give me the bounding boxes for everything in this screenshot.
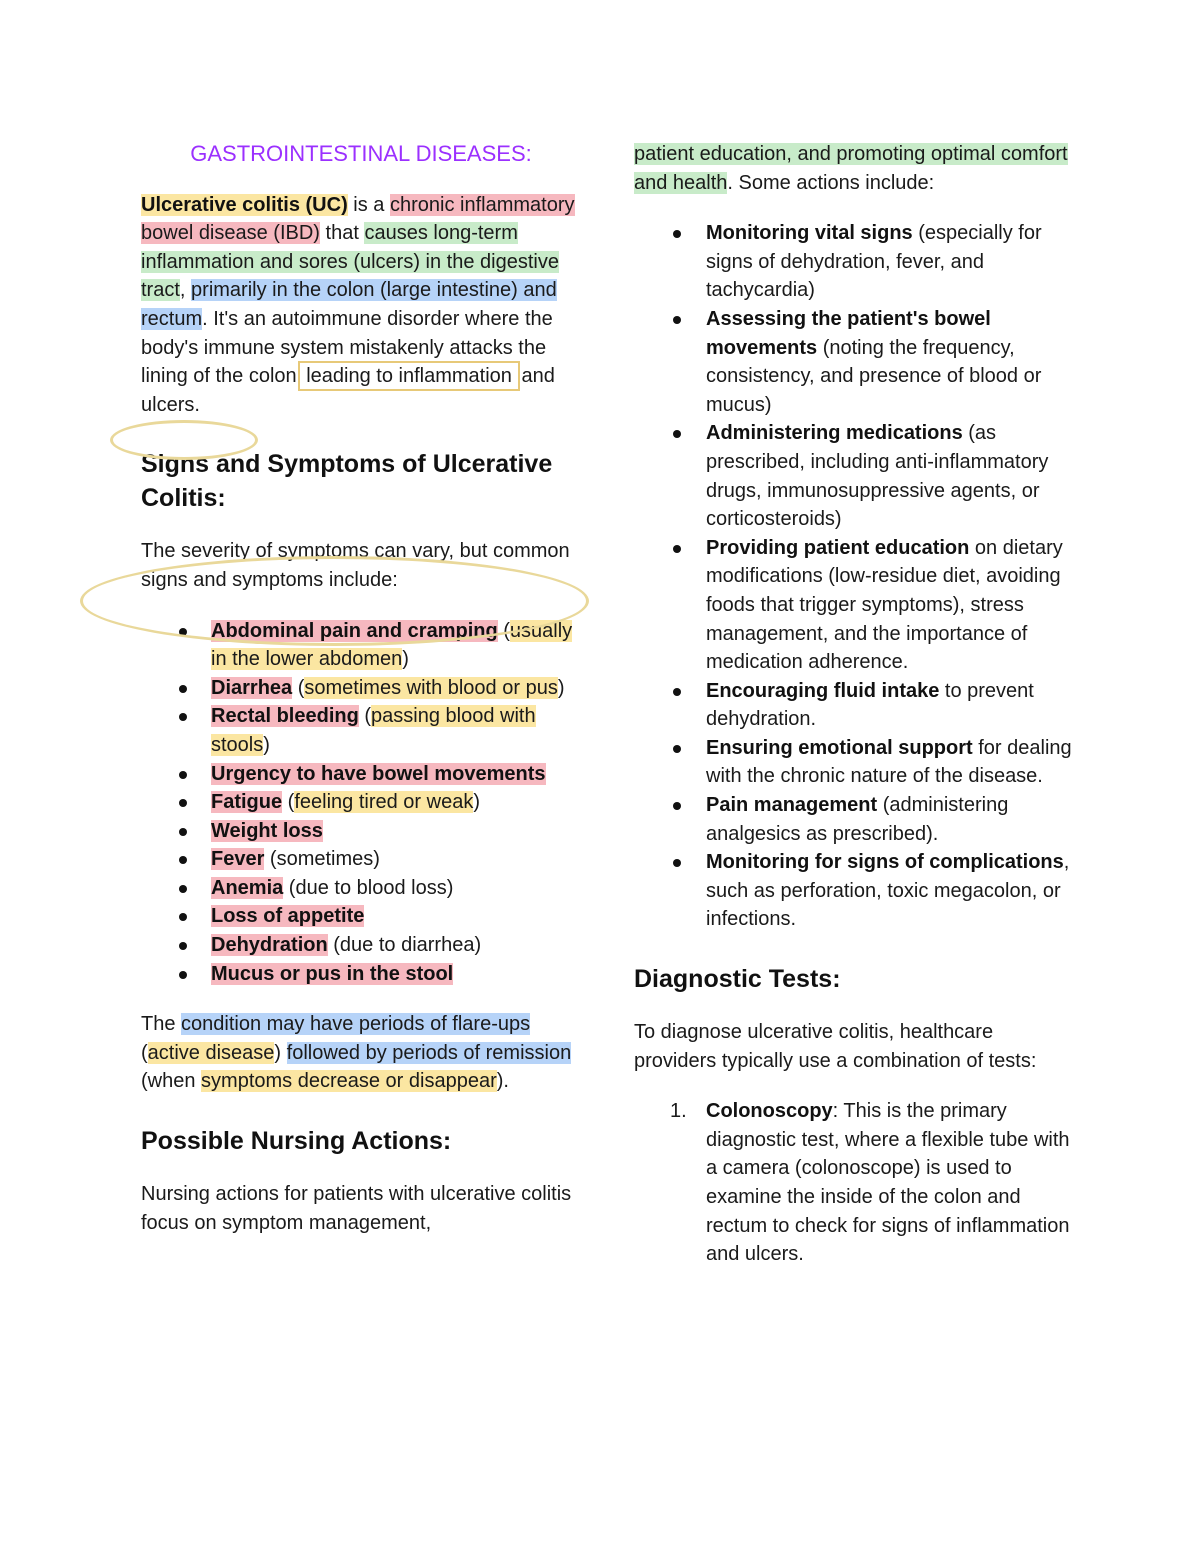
text-run: (administering analgesics as prescribed).	[706, 794, 1009, 845]
highlighted-text: sometimes with blood or pus	[304, 676, 558, 699]
text-run: (	[141, 1041, 148, 1064]
nursing-heading: Possible Nursing Actions:	[141, 1127, 452, 1156]
nursing-action-item	[634, 534, 1074, 677]
text-run: to prevent dehydration.	[706, 679, 1034, 731]
symptom-item	[141, 788, 581, 817]
bold-term: Ensuring emotional support	[706, 736, 973, 759]
bold-term: Providing patient education	[706, 536, 970, 559]
text-run: (noting the frequency, consistency, and presence of blood or mucus)	[706, 336, 1042, 416]
bold-term: Weight loss	[211, 819, 323, 842]
intro-paragraph	[141, 191, 581, 420]
text-run: (especially for signs of dehydration, fever, and tachycardia)	[706, 222, 1042, 302]
bold-term: Urgency to have bowel movements	[211, 762, 546, 785]
nursing-intro: Nursing actions for patients with ulcerative colitis focus on symptom management,	[141, 1183, 572, 1234]
condition-paragraph	[141, 1010, 581, 1096]
text-run: that	[319, 222, 365, 245]
text-run: )	[557, 676, 565, 699]
page-title: GASTROINTESTINAL DISEASES:	[190, 141, 532, 166]
symptom-item	[141, 960, 581, 989]
highlighted-text: feeling tired or weak	[294, 791, 474, 814]
nursing-action-list	[634, 219, 1074, 934]
text-run: . It's an autoimmune disorder where the body's immune system mistakenly attacks the lining of the colon	[141, 307, 553, 388]
boxed-text: leading to inflammation	[302, 365, 516, 387]
signs-heading: Signs and Symptoms of Ulcerative Colitis:	[141, 450, 553, 513]
highlighted-text: chronic inflammatory bowel disease (IBD)	[141, 193, 575, 245]
symptom-item	[141, 817, 581, 846]
text-run: )	[402, 648, 409, 671]
text-run: and ulcers.	[141, 365, 555, 416]
text-run: : This is the primary diagnostic test, where a flexible tube with a camera (colonoscope) is used to examine the inside of the colon and rectum to check for signs of inflammation and ulcers.	[706, 1100, 1070, 1266]
text-run: (due to blood loss)	[283, 876, 454, 899]
text-run: , such as perforation, toxic megacolon, or infections.	[706, 851, 1070, 931]
text-run: is a	[347, 193, 390, 216]
bold-term: Encouraging fluid intake	[706, 679, 940, 702]
symptom-item	[141, 845, 581, 874]
highlighted-text: active disease	[147, 1041, 275, 1064]
nursing-action-item	[634, 734, 1074, 791]
text-run: (sometimes)	[264, 848, 380, 871]
symptom-list	[141, 617, 581, 989]
bold-term: Ulcerative colitis (UC)	[141, 193, 348, 216]
bold-term: Fever	[211, 848, 265, 871]
bold-term: Assessing the patient's bowel movements	[706, 307, 991, 359]
nursing-intro-continued	[634, 140, 1074, 197]
bold-term: Rectal bleeding	[211, 705, 359, 728]
nursing-action-item	[634, 419, 1074, 533]
bold-term: Administering medications	[706, 422, 963, 445]
bold-term: Dehydration	[211, 934, 328, 957]
text-run: on dietary modifications (low-residue diet, avoiding foods that trigger symptoms), stress management, and the importance of medication adherence.	[706, 536, 1063, 674]
highlighted-text: causes long-term inflammation and sores (ulcers) in the digestive tract	[141, 222, 559, 302]
highlighted-text: condition may have periods of flare-ups	[181, 1013, 531, 1036]
highlighted-text: passing blood with stools	[211, 705, 536, 756]
text-run: )	[274, 1041, 287, 1064]
symptom-item	[141, 617, 581, 674]
symptom-item	[141, 674, 581, 703]
text-run: (due to diarrhea)	[327, 934, 482, 957]
highlighted-text: symptoms decrease or disappear	[201, 1070, 497, 1093]
symptom-item	[141, 931, 581, 960]
symptom-item	[141, 874, 581, 903]
highlighted-text: usually in the lower abdomen	[211, 619, 573, 671]
signs-intro: The severity of symptoms can vary, but common signs and symptoms include:	[141, 540, 570, 591]
bold-term: Anemia	[211, 876, 284, 899]
text-run: ,	[179, 279, 192, 302]
text-run: )	[263, 733, 270, 756]
symptom-item	[141, 702, 581, 759]
text-run: . Some actions include:	[727, 171, 935, 194]
symptom-item	[141, 902, 581, 931]
text-run: )	[473, 791, 480, 814]
nursing-action-item	[634, 677, 1074, 734]
nursing-action-item	[634, 305, 1074, 419]
nursing-action-item	[634, 791, 1074, 848]
text-run: (as prescribed, including anti-inflammatory drugs, immunosuppressive agents, or corticosteroids)	[706, 422, 1049, 531]
bold-term: Monitoring vital signs	[706, 222, 913, 245]
right-column	[634, 140, 1074, 1269]
highlighted-text: patient education, and promoting optimal comfort and health	[634, 143, 1068, 194]
bold-term: Mucus or pus in the stool	[211, 962, 454, 985]
bold-term: Pain management	[706, 794, 878, 817]
text-run: ).	[496, 1070, 509, 1093]
left-column	[141, 140, 581, 1237]
bold-term: Fatigue	[211, 791, 283, 814]
bold-term: Abdominal pain and cramping	[211, 619, 498, 642]
text-run: (	[292, 676, 305, 699]
highlighted-text: followed by periods of remission	[286, 1041, 572, 1064]
list-number: 1.	[670, 1100, 687, 1123]
text-run: The	[141, 1013, 182, 1036]
diagnostic-heading: Diagnostic Tests:	[634, 965, 841, 994]
bold-term: Diarrhea	[211, 676, 293, 699]
nursing-action-item	[634, 219, 1074, 305]
bold-term: Loss of appetite	[211, 905, 365, 928]
highlighted-text: primarily in the colon (large intestine) and rectum	[141, 279, 557, 330]
text-run: (when	[141, 1070, 202, 1093]
text-run: for dealing with the chronic nature of the disease.	[706, 736, 1072, 788]
text-run: (	[282, 791, 295, 814]
bold-term: Monitoring for signs of complications	[706, 851, 1064, 874]
nursing-action-item	[634, 848, 1074, 934]
symptom-item	[141, 760, 581, 789]
text-run: (	[497, 619, 510, 642]
diagnostic-test-list	[634, 1097, 1074, 1269]
bold-term: Colonoscopy	[706, 1100, 833, 1123]
diagnostic-test-item	[634, 1097, 1074, 1269]
text-run: (	[358, 705, 372, 728]
diagnostic-intro: To diagnose ulcerative colitis, healthcare providers typically use a combination of tests:	[634, 1021, 1037, 1072]
